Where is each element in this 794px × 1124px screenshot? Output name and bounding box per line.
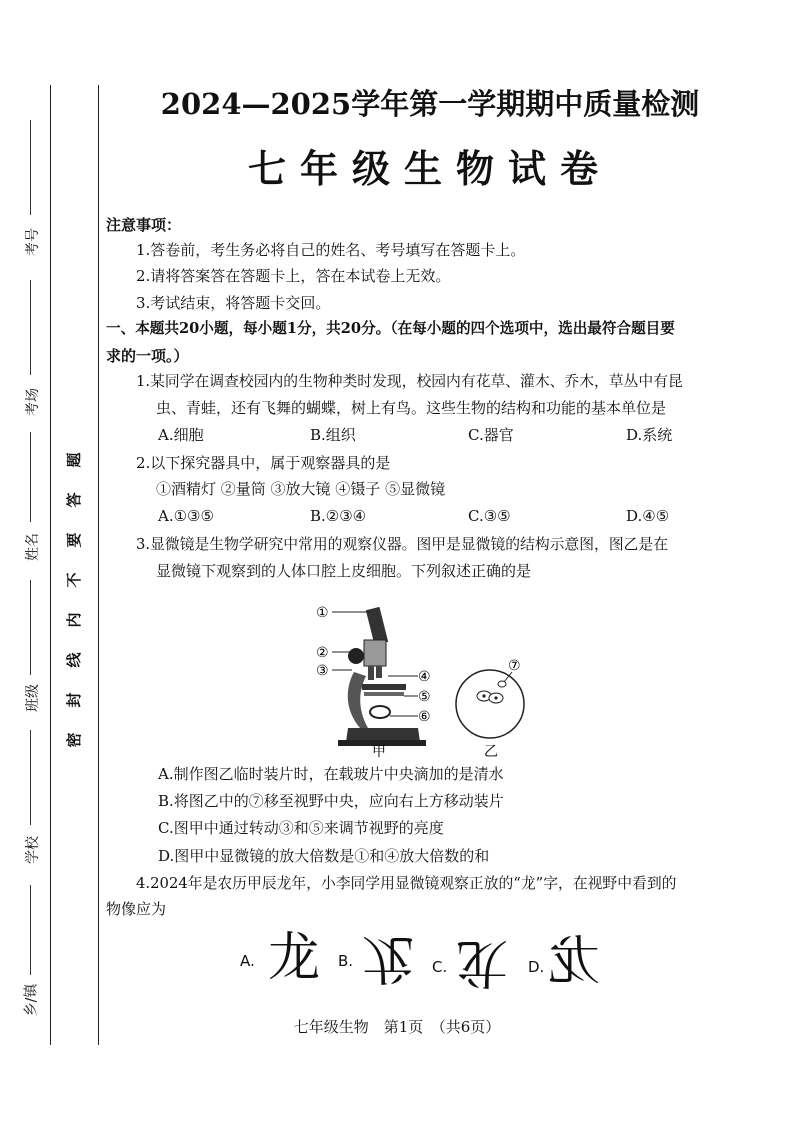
notice-item-1: 1.答卷前，考生务必将自己的姓名、考号填写在答题卡上。 (136, 241, 526, 259)
q3-line1: 3.显微镜是生物学研究中常用的观察仪器。图甲是显微镜的结构示意图，图乙是在 (136, 536, 669, 553)
q3-option-c: C.图甲中通过转动③和⑤来调节视野的亮度 (158, 819, 444, 837)
q4-line2: 物像应为 (106, 900, 167, 918)
q3-line2: 显微镜下观察到的人体口腔上皮细胞。下列叙述正确的是 (156, 562, 532, 580)
q3-option-d: D.图甲中显微镜的放大倍数是①和④放大倍数的和 (158, 847, 490, 865)
fig-label-5: ⑤ (418, 689, 431, 705)
exam-title: 2024—2025学年第一学期期中质量检测 (160, 87, 700, 121)
page-footer: 七年级生物 第1页 （共6页） (293, 1018, 501, 1036)
cell-view-circle (456, 670, 524, 738)
q4-glyph-a: 龙 (268, 928, 321, 988)
banji-blank[interactable] (30, 580, 31, 675)
q4-line1: 4.2024年是农历甲辰龙年，小李同学用显微镜观察正放的“龙”字，在视野中看到的 (136, 875, 677, 892)
xiangzhen-blank[interactable] (30, 885, 31, 975)
q1-line2: 虫、青蛙，还有飞舞的蝴蝶，树上有鸟。这些生物的结构和功能的基本单位是 (156, 399, 667, 417)
microscope-arm (348, 672, 368, 728)
section1-line2: 求的一项。） (106, 347, 189, 365)
q4-glyph-b: 龙 (362, 928, 415, 988)
kaohao-blank[interactable] (30, 120, 31, 215)
xingming-label: 姓名 (25, 533, 41, 561)
kaohao-label: 考号 (25, 228, 41, 256)
section1-line1: 一、本题共20小题，每小题1分，共20分。（在每小题的四个选项中，选出最符合题目要 (106, 320, 675, 337)
notice-item-2: 2.请将答案答在答题卡上，答在本试卷上无效。 (136, 267, 451, 285)
fig-label-7: ⑦ (508, 658, 521, 674)
q3-option-b: B.将图乙中的⑦移至视野中央，应向右上方移动装片 (158, 792, 504, 810)
q2-option-d: D.④⑤ (626, 507, 670, 525)
q2-option-c: C.③⑤ (468, 507, 511, 525)
fig-caption-yi: 乙 (484, 744, 498, 760)
q4-letter-a: A. (240, 952, 255, 970)
xiangzhen-label: 乡/镇 (23, 983, 40, 1017)
exam-subtitle: 七年级生物试卷 (247, 146, 612, 191)
q1-option-b: B.组织 (310, 426, 356, 444)
fig-caption-jia: 甲 (372, 744, 386, 760)
q2-option-a: A.①③⑤ (158, 507, 214, 525)
q2-option-b: B.②③④ (310, 507, 367, 525)
xingming-blank[interactable] (30, 432, 31, 522)
q4-letter-c: C. (432, 958, 448, 976)
q4-letter-b: B. (338, 952, 354, 970)
xuexiao-label: 学校 (25, 836, 41, 864)
notice-item-3: 3.考试结束，将答题卡交回。 (136, 294, 331, 312)
q1-line1: 1.某同学在调查校园内的生物种类时发现，校园内有花草、灌木、乔木，草丛中有昆 (136, 373, 683, 390)
q1-option-d: D.系统 (626, 426, 673, 444)
q4-glyph-c: 龙 (456, 932, 509, 992)
microscope-eyepiece (366, 607, 388, 645)
q4-glyph-d: 龙 (548, 932, 601, 992)
microscope-figure (308, 600, 568, 760)
microscope-base (346, 728, 420, 742)
banji-label: 班级 (25, 684, 41, 712)
fig-label-4: ④ (418, 669, 431, 685)
kaochang-label: 考场 (25, 388, 41, 416)
kaochang-blank[interactable] (30, 280, 31, 375)
fig-label-2: ② (316, 645, 329, 661)
q3-option-a: A.制作图乙临时装片时，在载玻片中央滴加的是清水 (158, 765, 504, 783)
fig-label-3: ③ (316, 663, 329, 679)
fig-label-6: ⑥ (418, 709, 431, 725)
seal-line-text: 题 答 要 不 内 线 封 密 (65, 452, 83, 748)
microscope-stage (362, 684, 406, 690)
q1-option-c: C.器官 (468, 426, 514, 444)
q2-line2: ①酒精灯 ②量筒 ③放大镜 ④镊子 ⑤显微镜 (156, 480, 446, 498)
fig-label-1: ① (316, 605, 329, 621)
notice-heading: 注意事项： (106, 216, 182, 234)
q4-letter-d: D. (528, 958, 545, 976)
binding-line-right (98, 85, 99, 1045)
microscope-mirror (370, 706, 390, 718)
binding-line-left (50, 85, 51, 1045)
q2-line1: 2.以下探究器具中，属于观察器具的是 (136, 454, 391, 472)
xuexiao-blank[interactable] (30, 730, 31, 825)
q1-option-a: A.细胞 (158, 426, 204, 444)
